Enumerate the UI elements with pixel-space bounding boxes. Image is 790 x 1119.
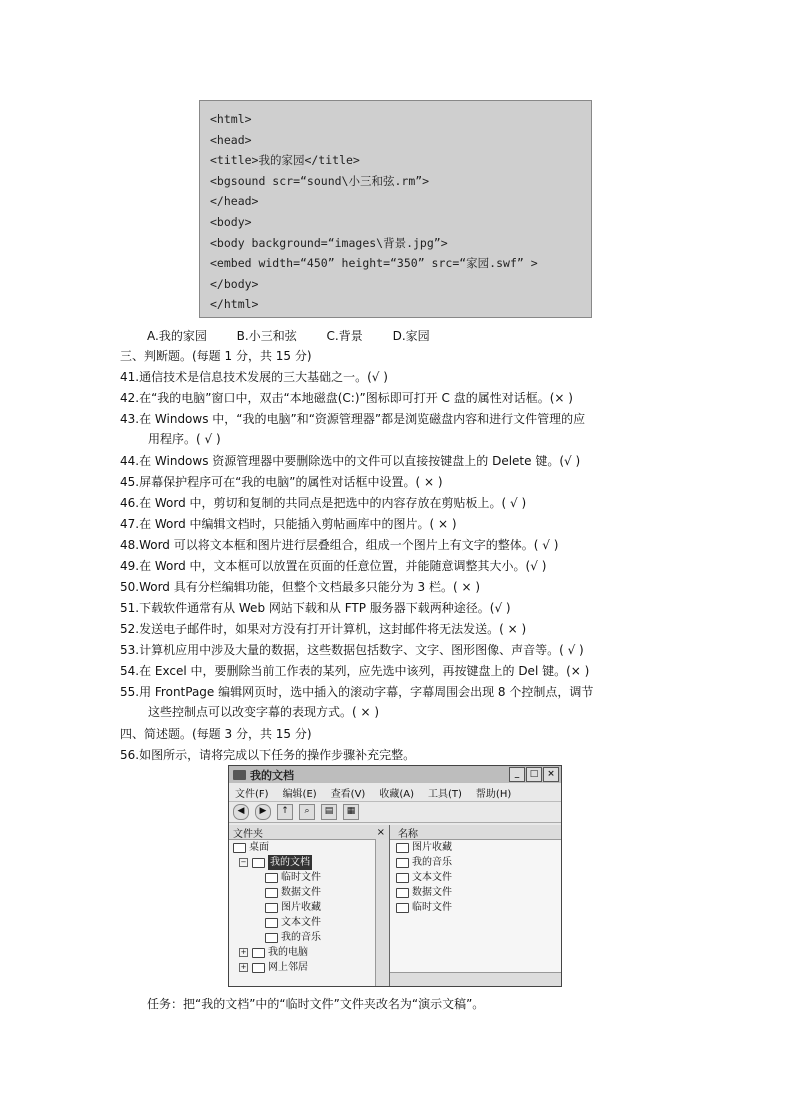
tree-label: 我的文档 bbox=[270, 857, 310, 868]
folder-icon bbox=[265, 918, 278, 928]
folder-icon bbox=[265, 933, 278, 943]
question-43: 43.在 Windows 中，“我的电脑”和“资源管理器”都是浏览磁盘内容和进行文件管理的应 bbox=[120, 412, 586, 426]
tree-item-desktop[interactable] bbox=[229, 840, 389, 855]
folder-icon bbox=[252, 858, 265, 868]
window-titlebar bbox=[229, 766, 561, 783]
question-45: 45.屏幕保护程序可在“我的电脑”的属性对话框中设置。( × ) bbox=[120, 475, 443, 489]
question-44: 44.在 Windows 资源管理器中要删除选中的文件可以直接按键盘上的 Delete 键。(√ ) bbox=[120, 454, 581, 468]
menu-edit[interactable]: 编辑(E) bbox=[282, 788, 317, 800]
collapse-icon[interactable]: − bbox=[240, 858, 247, 866]
tree-item-my-documents[interactable] bbox=[229, 855, 389, 870]
question-48: 48.Word 可以将文本框和图片进行层叠组合，组成一个图片上有文字的整体。( √ ) bbox=[120, 538, 559, 552]
tree-label: 我的音乐 bbox=[281, 932, 321, 943]
tree-label: 网上邻居 bbox=[268, 962, 308, 973]
tree-item-music[interactable] bbox=[229, 930, 389, 945]
tree-label: 桌面 bbox=[249, 842, 269, 853]
menu-tools[interactable]: 工具(T) bbox=[428, 788, 462, 800]
folder-icon bbox=[396, 858, 409, 868]
list-item[interactable] bbox=[390, 855, 561, 870]
explorer-window bbox=[228, 765, 562, 987]
folders-icon[interactable]: ▤ bbox=[321, 804, 337, 820]
desktop-icon bbox=[233, 843, 246, 853]
folder-icon bbox=[233, 770, 246, 780]
explorer-panes bbox=[229, 825, 561, 986]
option-c: C.背景 bbox=[326, 329, 363, 343]
code-line: </body> bbox=[210, 276, 259, 291]
computer-icon bbox=[252, 948, 265, 958]
window-title: 我的文档 bbox=[250, 768, 294, 782]
tree-label: 数据文件 bbox=[281, 887, 321, 898]
question-42: 42.在“我的电脑”窗口中，双击“本地磁盘(C:)”图标即可打开 C 盘的属性对话框。(× ) bbox=[120, 391, 573, 405]
folders-label: 文件夹 bbox=[233, 828, 263, 840]
vertical-scrollbar[interactable] bbox=[375, 839, 389, 986]
close-icon[interactable]: × bbox=[543, 767, 559, 782]
question-47: 47.在 Word 中编辑文档时，只能插入剪帖画库中的图片。( × ) bbox=[120, 517, 457, 531]
code-line: <bgsound scr=“sound\小三和弦.rm”> bbox=[210, 173, 430, 188]
option-b: B.小三和弦 bbox=[236, 329, 297, 343]
menu-help[interactable]: 帮助(H) bbox=[475, 788, 512, 800]
tree-item-data[interactable] bbox=[229, 885, 389, 900]
folder-icon bbox=[396, 873, 409, 883]
name-column-header[interactable] bbox=[390, 825, 561, 840]
expand-icon[interactable]: + bbox=[240, 948, 247, 956]
list-item[interactable] bbox=[390, 870, 561, 885]
tree-item-text[interactable] bbox=[229, 915, 389, 930]
question-46: 46.在 Word 中，剪切和复制的共同点是把选中的内容存放在剪贴板上。( √ ) bbox=[120, 496, 527, 510]
code-line: </html> bbox=[210, 297, 259, 312]
close-pane-icon[interactable]: × bbox=[376, 826, 385, 838]
question-41: 41.通信技术是信息技术发展的三大基础之一。(√ ) bbox=[120, 370, 388, 384]
back-icon[interactable]: ◀ bbox=[233, 804, 249, 820]
menu-favorites[interactable]: 收藏(A) bbox=[379, 788, 414, 800]
list-item-label: 我的音乐 bbox=[412, 857, 452, 868]
tree-item-pictures[interactable] bbox=[229, 900, 389, 915]
folder-icon bbox=[396, 888, 409, 898]
code-line: </head> bbox=[210, 194, 259, 209]
network-icon bbox=[252, 963, 265, 973]
list-item-label: 数据文件 bbox=[412, 887, 452, 898]
question-55: 55.用 FrontPage 编辑网页时，选中插入的滚动字幕，字幕周围会出现 8 个控制点，调节 bbox=[120, 685, 594, 699]
tree-label: 临时文件 bbox=[281, 872, 321, 883]
tree-item-my-computer[interactable] bbox=[229, 945, 389, 960]
code-line: <title>我的家园</title> bbox=[210, 153, 360, 168]
folder-icon bbox=[265, 888, 278, 898]
folder-icon bbox=[265, 903, 278, 913]
search-icon[interactable]: ⌕ bbox=[299, 804, 315, 820]
question-53: 53.计算机应用中涉及大量的数据，这些数据包括数字、文字、图形图像、声音等。( √ ) bbox=[120, 643, 584, 657]
answer-options bbox=[147, 327, 456, 345]
name-column-label: 名称 bbox=[398, 828, 418, 840]
list-item[interactable] bbox=[390, 840, 561, 855]
question-54: 54.在 Excel 中，要删除当前工作表的某列，应先选中该列，再按键盘上的 Del 键。(× ) bbox=[120, 664, 590, 678]
list-item-label: 图片收藏 bbox=[412, 842, 452, 853]
menu-file[interactable]: 文件(F) bbox=[235, 788, 269, 800]
task-text: 任务：把“我的文档”中的“临时文件”文件夹改名为“演示文稿”。 bbox=[147, 997, 485, 1011]
tree-item-network[interactable] bbox=[229, 960, 389, 975]
expand-icon[interactable]: + bbox=[240, 963, 247, 971]
question-51: 51.下载软件通常有从 Web 网站下载和从 FTP 服务器下载两种途径。(√ ) bbox=[120, 601, 511, 615]
option-a: A.我的家园 bbox=[147, 329, 207, 343]
option-d: D.家园 bbox=[392, 329, 430, 343]
question-52: 52.发送电子邮件时，如果对方没有打开计算机，这封邮件将无法发送。( × ) bbox=[120, 622, 527, 636]
list-item-label: 文本文件 bbox=[412, 872, 452, 883]
list-item[interactable] bbox=[390, 885, 561, 900]
folder-icon bbox=[396, 903, 409, 913]
window-controls bbox=[509, 767, 559, 782]
question-55-cont: 这些控制点可以改变字幕的表现方式。( × ) bbox=[148, 705, 380, 719]
tree-item-temp[interactable] bbox=[229, 870, 389, 885]
horizontal-scrollbar[interactable] bbox=[390, 972, 561, 986]
tree-label: 文本文件 bbox=[281, 917, 321, 928]
menu-bar bbox=[229, 783, 561, 802]
folders-header bbox=[229, 825, 389, 840]
folder-icon bbox=[265, 873, 278, 883]
code-line: <body background=“images\背景.jpg”> bbox=[210, 235, 448, 250]
tree-label: 我的电脑 bbox=[268, 947, 308, 958]
file-list-pane bbox=[390, 825, 561, 986]
up-folder-icon[interactable]: ↑ bbox=[277, 804, 293, 820]
list-item[interactable] bbox=[390, 900, 561, 915]
forward-icon[interactable]: ▶ bbox=[255, 804, 271, 820]
folder-icon bbox=[396, 843, 409, 853]
code-line: <head> bbox=[210, 132, 252, 147]
question-50: 50.Word 具有分栏编辑功能，但整个文档最多只能分为 3 栏。( × ) bbox=[120, 580, 481, 594]
maximize-icon[interactable]: □ bbox=[526, 767, 542, 782]
code-line: <body> bbox=[210, 214, 252, 229]
question-43-cont: 用程序。( √ ) bbox=[148, 432, 221, 446]
section-3-title: 三、判断题。(每题 1 分，共 15 分) bbox=[120, 349, 312, 363]
folder-tree-pane bbox=[229, 825, 390, 986]
question-56: 56.如图所示，请将完成以下任务的操作步骤补充完整。 bbox=[120, 748, 416, 762]
code-figure bbox=[199, 100, 592, 318]
minimize-icon[interactable]: _ bbox=[509, 767, 525, 782]
section-4-title: 四、简述题。(每题 3 分，共 15 分) bbox=[120, 727, 312, 741]
views-icon[interactable]: ▦ bbox=[343, 804, 359, 820]
list-item-label: 临时文件 bbox=[412, 902, 452, 913]
toolbar bbox=[229, 802, 561, 823]
code-line: <html> bbox=[210, 112, 252, 126]
tree-label: 图片收藏 bbox=[281, 902, 321, 913]
code-line: <embed width=“450” height=“350” src=“家园.swf” > bbox=[210, 256, 538, 271]
menu-view[interactable]: 查看(V) bbox=[330, 788, 366, 800]
question-49: 49.在 Word 中，文本框可以放置在页面的任意位置，并能随意调整其大小。(√ ) bbox=[120, 559, 547, 573]
